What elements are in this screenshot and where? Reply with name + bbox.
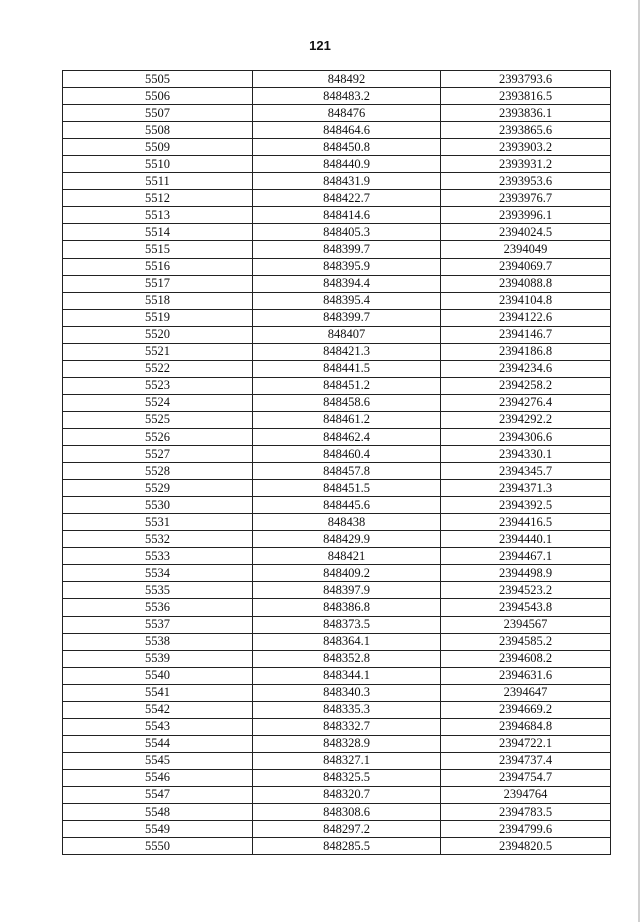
y-coordinate-cell: 2394820.5 — [441, 838, 611, 855]
table-row — [63, 531, 611, 548]
table-row — [63, 514, 611, 531]
table-row — [63, 582, 611, 599]
point-number-cell: 5541 — [63, 684, 253, 701]
point-number-cell: 5525 — [63, 411, 253, 428]
x-coordinate-cell: 848320.7 — [253, 786, 441, 803]
table-row — [63, 377, 611, 394]
y-coordinate-cell: 2394631.6 — [441, 667, 611, 684]
x-coordinate-cell: 848308.6 — [253, 804, 441, 821]
x-coordinate-cell: 848440.9 — [253, 156, 441, 173]
y-coordinate-cell: 2394523.2 — [441, 582, 611, 599]
y-coordinate-cell: 2394543.8 — [441, 599, 611, 616]
x-coordinate-cell: 848461.2 — [253, 411, 441, 428]
y-coordinate-cell: 2394024.5 — [441, 224, 611, 241]
point-number-cell: 5511 — [63, 173, 253, 190]
table-row — [63, 667, 611, 684]
y-coordinate-cell: 2394186.8 — [441, 343, 611, 360]
point-number-cell: 5517 — [63, 275, 253, 292]
y-coordinate-cell: 2394234.6 — [441, 360, 611, 377]
x-coordinate-cell: 848451.2 — [253, 377, 441, 394]
table-row — [63, 735, 611, 752]
y-coordinate-cell: 2393865.6 — [441, 122, 611, 139]
y-coordinate-cell: 2393816.5 — [441, 88, 611, 105]
x-coordinate-cell: 848395.4 — [253, 292, 441, 309]
x-coordinate-cell: 848394.4 — [253, 275, 441, 292]
table-row — [63, 326, 611, 343]
point-number-cell: 5537 — [63, 616, 253, 633]
x-coordinate-cell: 848373.5 — [253, 616, 441, 633]
coordinates-table — [62, 70, 611, 855]
point-number-cell: 5536 — [63, 599, 253, 616]
x-coordinate-cell: 848450.8 — [253, 139, 441, 156]
table-row — [63, 292, 611, 309]
y-coordinate-cell: 2393996.1 — [441, 207, 611, 224]
table-row — [63, 105, 611, 122]
x-coordinate-cell: 848407 — [253, 326, 441, 343]
x-coordinate-cell: 848409.2 — [253, 565, 441, 582]
y-coordinate-cell: 2394764 — [441, 786, 611, 803]
table-row — [63, 360, 611, 377]
y-coordinate-cell: 2394088.8 — [441, 275, 611, 292]
x-coordinate-cell: 848397.9 — [253, 582, 441, 599]
x-coordinate-cell: 848340.3 — [253, 684, 441, 701]
table-row — [63, 309, 611, 326]
point-number-cell: 5506 — [63, 88, 253, 105]
point-number-cell: 5507 — [63, 105, 253, 122]
y-coordinate-cell: 2394330.1 — [441, 446, 611, 463]
x-coordinate-cell: 848458.6 — [253, 394, 441, 411]
point-number-cell: 5544 — [63, 735, 253, 752]
point-number-cell: 5534 — [63, 565, 253, 582]
table-row — [63, 804, 611, 821]
point-number-cell: 5514 — [63, 224, 253, 241]
y-coordinate-cell: 2394146.7 — [441, 326, 611, 343]
y-coordinate-cell: 2394722.1 — [441, 735, 611, 752]
table-row — [63, 173, 611, 190]
table-row — [63, 463, 611, 480]
point-number-cell: 5523 — [63, 377, 253, 394]
y-coordinate-cell: 2394684.8 — [441, 718, 611, 735]
y-coordinate-cell: 2393793.6 — [441, 71, 611, 88]
table-body — [63, 71, 611, 855]
y-coordinate-cell: 2394498.9 — [441, 565, 611, 582]
y-coordinate-cell: 2394069.7 — [441, 258, 611, 275]
point-number-cell: 5550 — [63, 838, 253, 855]
point-number-cell: 5539 — [63, 650, 253, 667]
point-number-cell: 5546 — [63, 769, 253, 786]
table-row — [63, 343, 611, 360]
point-number-cell: 5543 — [63, 718, 253, 735]
table-row — [63, 548, 611, 565]
table-row — [63, 241, 611, 258]
y-coordinate-cell: 2394292.2 — [441, 411, 611, 428]
page-number: 121 — [309, 38, 331, 53]
point-number-cell: 5527 — [63, 446, 253, 463]
point-number-cell: 5513 — [63, 207, 253, 224]
point-number-cell: 5540 — [63, 667, 253, 684]
x-coordinate-cell: 848421.3 — [253, 343, 441, 360]
y-coordinate-cell: 2394737.4 — [441, 752, 611, 769]
table-row — [63, 139, 611, 156]
table-row — [63, 752, 611, 769]
y-coordinate-cell: 2394392.5 — [441, 497, 611, 514]
y-coordinate-cell: 2393836.1 — [441, 105, 611, 122]
table-row — [63, 224, 611, 241]
x-coordinate-cell: 848421 — [253, 548, 441, 565]
y-coordinate-cell: 2394416.5 — [441, 514, 611, 531]
y-coordinate-cell: 2393903.2 — [441, 139, 611, 156]
x-coordinate-cell: 848464.6 — [253, 122, 441, 139]
table-row — [63, 190, 611, 207]
x-coordinate-cell: 848457.8 — [253, 463, 441, 480]
y-coordinate-cell: 2393931.2 — [441, 156, 611, 173]
table-row — [63, 394, 611, 411]
x-coordinate-cell: 848327.1 — [253, 752, 441, 769]
table-row — [63, 497, 611, 514]
y-coordinate-cell: 2394585.2 — [441, 633, 611, 650]
x-coordinate-cell: 848364.1 — [253, 633, 441, 650]
table-row — [63, 786, 611, 803]
table-row — [63, 480, 611, 497]
x-coordinate-cell: 848441.5 — [253, 360, 441, 377]
point-number-cell: 5515 — [63, 241, 253, 258]
point-number-cell: 5530 — [63, 497, 253, 514]
table-row — [63, 718, 611, 735]
point-number-cell: 5508 — [63, 122, 253, 139]
x-coordinate-cell: 848399.7 — [253, 241, 441, 258]
y-coordinate-cell: 2393976.7 — [441, 190, 611, 207]
x-coordinate-cell: 848492 — [253, 71, 441, 88]
point-number-cell: 5509 — [63, 139, 253, 156]
x-coordinate-cell: 848414.6 — [253, 207, 441, 224]
point-number-cell: 5521 — [63, 343, 253, 360]
table-row — [63, 428, 611, 445]
point-number-cell: 5528 — [63, 463, 253, 480]
table-row — [63, 446, 611, 463]
y-coordinate-cell: 2394608.2 — [441, 650, 611, 667]
table-row — [63, 769, 611, 786]
y-coordinate-cell: 2394440.1 — [441, 531, 611, 548]
x-coordinate-cell: 848462.4 — [253, 428, 441, 445]
point-number-cell: 5519 — [63, 309, 253, 326]
table-row — [63, 207, 611, 224]
y-coordinate-cell: 2394371.3 — [441, 480, 611, 497]
x-coordinate-cell: 848285.5 — [253, 838, 441, 855]
point-number-cell: 5518 — [63, 292, 253, 309]
x-coordinate-cell: 848325.5 — [253, 769, 441, 786]
x-coordinate-cell: 848405.3 — [253, 224, 441, 241]
y-coordinate-cell: 2394122.6 — [441, 309, 611, 326]
x-coordinate-cell: 848399.7 — [253, 309, 441, 326]
point-number-cell: 5531 — [63, 514, 253, 531]
table-row — [63, 122, 611, 139]
y-coordinate-cell: 2394104.8 — [441, 292, 611, 309]
table-row — [63, 156, 611, 173]
table-row — [63, 599, 611, 616]
point-number-cell: 5549 — [63, 821, 253, 838]
x-coordinate-cell: 848386.8 — [253, 599, 441, 616]
x-coordinate-cell: 848445.6 — [253, 497, 441, 514]
x-coordinate-cell: 848422.7 — [253, 190, 441, 207]
table-row — [63, 411, 611, 428]
y-coordinate-cell: 2394647 — [441, 684, 611, 701]
point-number-cell: 5510 — [63, 156, 253, 173]
point-number-cell: 5547 — [63, 786, 253, 803]
y-coordinate-cell: 2394467.1 — [441, 548, 611, 565]
table-row — [63, 616, 611, 633]
x-coordinate-cell: 848344.1 — [253, 667, 441, 684]
y-coordinate-cell: 2394754.7 — [441, 769, 611, 786]
point-number-cell: 5522 — [63, 360, 253, 377]
y-coordinate-cell: 2394276.4 — [441, 394, 611, 411]
y-coordinate-cell: 2393953.6 — [441, 173, 611, 190]
y-coordinate-cell: 2394049 — [441, 241, 611, 258]
x-coordinate-cell: 848451.5 — [253, 480, 441, 497]
point-number-cell: 5532 — [63, 531, 253, 548]
table-row — [63, 565, 611, 582]
point-number-cell: 5526 — [63, 428, 253, 445]
point-number-cell: 5505 — [63, 71, 253, 88]
table-row — [63, 88, 611, 105]
y-coordinate-cell: 2394783.5 — [441, 804, 611, 821]
table-row — [63, 821, 611, 838]
x-coordinate-cell: 848297.2 — [253, 821, 441, 838]
x-coordinate-cell: 848460.4 — [253, 446, 441, 463]
table-row — [63, 684, 611, 701]
table-row — [63, 650, 611, 667]
point-number-cell: 5548 — [63, 804, 253, 821]
table-row — [63, 275, 611, 292]
table-row — [63, 258, 611, 275]
point-number-cell: 5512 — [63, 190, 253, 207]
point-number-cell: 5516 — [63, 258, 253, 275]
y-coordinate-cell: 2394567 — [441, 616, 611, 633]
table-row — [63, 71, 611, 88]
y-coordinate-cell: 2394799.6 — [441, 821, 611, 838]
point-number-cell: 5533 — [63, 548, 253, 565]
table-row — [63, 633, 611, 650]
x-coordinate-cell: 848438 — [253, 514, 441, 531]
x-coordinate-cell: 848335.3 — [253, 701, 441, 718]
point-number-cell: 5542 — [63, 701, 253, 718]
x-coordinate-cell: 848476 — [253, 105, 441, 122]
y-coordinate-cell: 2394306.6 — [441, 428, 611, 445]
point-number-cell: 5524 — [63, 394, 253, 411]
x-coordinate-cell: 848483.2 — [253, 88, 441, 105]
table-row — [63, 838, 611, 855]
y-coordinate-cell: 2394669.2 — [441, 701, 611, 718]
point-number-cell: 5545 — [63, 752, 253, 769]
x-coordinate-cell: 848328.9 — [253, 735, 441, 752]
y-coordinate-cell: 2394258.2 — [441, 377, 611, 394]
x-coordinate-cell: 848431.9 — [253, 173, 441, 190]
point-number-cell: 5520 — [63, 326, 253, 343]
x-coordinate-cell: 848395.9 — [253, 258, 441, 275]
x-coordinate-cell: 848332.7 — [253, 718, 441, 735]
y-coordinate-cell: 2394345.7 — [441, 463, 611, 480]
x-coordinate-cell: 848429.9 — [253, 531, 441, 548]
x-coordinate-cell: 848352.8 — [253, 650, 441, 667]
table-row — [63, 701, 611, 718]
point-number-cell: 5538 — [63, 633, 253, 650]
point-number-cell: 5529 — [63, 480, 253, 497]
point-number-cell: 5535 — [63, 582, 253, 599]
